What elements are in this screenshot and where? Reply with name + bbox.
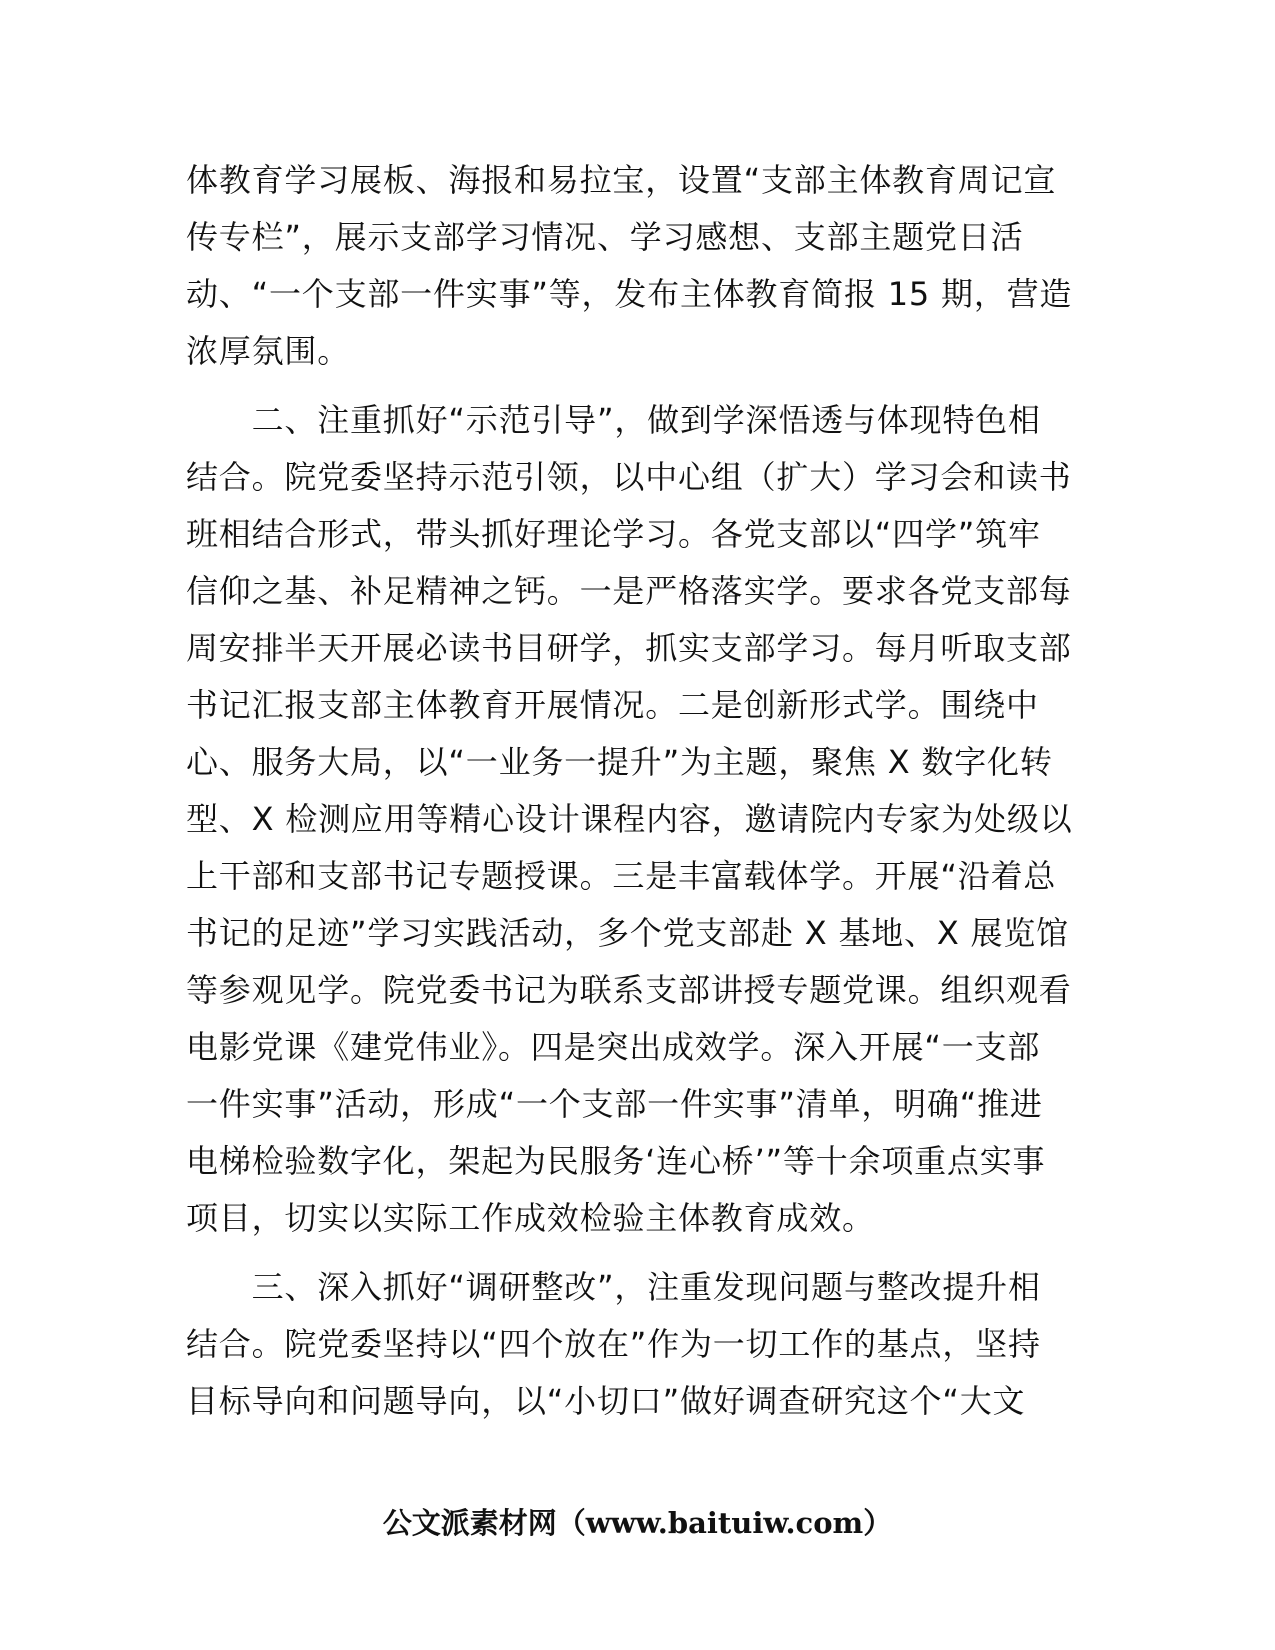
text-line: 项目，切实以实际工作成效检验主体教育成效。 [186, 1199, 875, 1237]
text-line: 电梯检验数字化，架起为民服务‘连心桥’”等十余项重点实事 [186, 1142, 1046, 1180]
text-line: 一件实事”活动，形成“一个支部一件实事”清单，明确“推进 [186, 1085, 1043, 1123]
paragraph-section-three [186, 1259, 1086, 1430]
text-line: 体教育学习展板、海报和易拉宝，设置“支部主体教育周记宣 [186, 161, 1057, 199]
text-line: 结合。院党委坚持以“四个放在”作为一切工作的基点，坚持 [186, 1325, 1041, 1363]
text-line: 书记汇报支部主体教育开展情况。二是创新形式学。围绕中 [186, 686, 1039, 724]
text-line: 周安排半天开展必读书目研学，抓实支部学习。每月听取支部 [186, 629, 1072, 667]
document-body [186, 152, 1086, 1430]
text-line: 传专栏”，展示支部学习情况、学习感想、支部主题党日活 [186, 218, 1024, 256]
text-line: 电影党课《建党伟业》。四是突出成效学。深入开展“一支部 [186, 1028, 1041, 1066]
paragraph-section-two [186, 392, 1086, 1247]
text-line: 二、注重抓好“示范引导”，做到学深悟透与体现特色相 [186, 401, 1041, 439]
text-line: 班相结合形式，带头抓好理论学习。各党支部以“四学”筑牢 [186, 515, 1041, 553]
text-line: 上干部和支部书记专题授课。三是丰富载体学。开展“沿着总 [186, 857, 1057, 895]
text-line: 动、“一个支部一件实事”等，发布主体教育简报 15 期，营造 [186, 275, 1073, 313]
text-line: 目标导向和问题导向，以“小切口”做好调查研究这个“大文 [186, 1382, 1026, 1420]
text-line: 书记的足迹”学习实践活动，多个党支部赴 X 基地、X 展览馆 [186, 914, 1069, 952]
footer-watermark-text: 公文派素材网（www.baituiw.com） [382, 1506, 893, 1540]
text-line: 型、X 检测应用等精心设计课程内容，邀请院内专家为处级以 [186, 800, 1073, 838]
text-line: 结合。院党委坚持示范引领，以中心组（扩大）学习会和读书 [186, 458, 1072, 496]
text-line: 浓厚氛围。 [186, 332, 351, 370]
text-line: 心、服务大局，以“一业务一提升”为主题，聚焦 X 数字化转 [186, 743, 1053, 781]
text-line: 三、深入抓好“调研整改”，注重发现问题与整改提升相 [186, 1268, 1041, 1306]
text-line: 信仰之基、补足精神之钙。一是严格落实学。要求各党支部每 [186, 572, 1072, 610]
text-line: 等参观见学。院党委书记为联系支部讲授专题党课。组织观看 [186, 971, 1072, 1009]
paragraph-continuation [186, 152, 1086, 380]
